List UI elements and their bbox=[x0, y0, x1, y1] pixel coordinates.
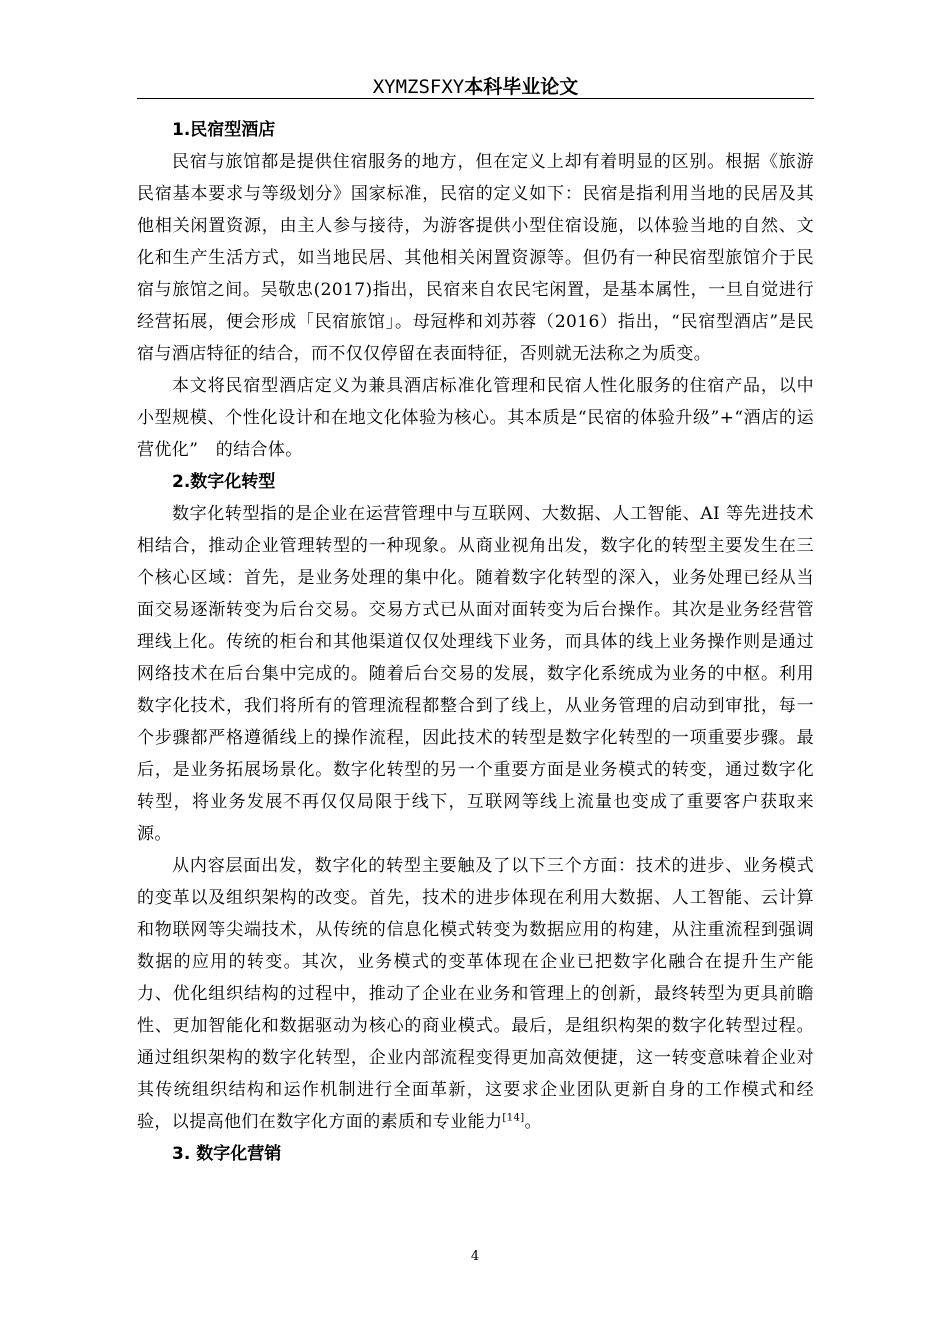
paragraph-end-punctuation: 。 bbox=[524, 1112, 542, 1132]
citation-reference: [14] bbox=[502, 1112, 525, 1124]
section-heading-digital-transformation: 2.数字化转型 bbox=[172, 472, 276, 492]
page-number: 4 bbox=[470, 1249, 480, 1264]
paragraph-digital-transformation-content-text: 从内容层面出发，数字化的转型主要触及了以下三个方面：技术的进步、业务模式的变革以及组织架构的改变。首先，技术的进步体现在利用大数据、人工智能、云计算和物联网等尖端技术，从传统的信息化模式转变为数据应用的构建，从注重流程到强调数据的应用的转变。其次，业务模式的变革体现在企业已把数字化融合在提升生产能力、优化组织结构的过程中，推动了企业在业务和管理上的创新，最终转型为更具前瞻性、更加智能化和数据驱动为核心的商业模式。最后，是组织构架的数字化转型过程。通过组织架构的数字化转型，企业内部流程变得更加高效便捷，这一转变意味着企业对其传统组织结构和运作机制进行全面革新，这要求企业团队更新自身的工作模式和经验，以提高他们在数字化方面的素质和专业能力 bbox=[137, 856, 814, 1132]
section-heading-digital-marketing: 3. 数字化营销 bbox=[172, 1144, 282, 1164]
paragraph-homestay-definition: 民宿与旅馆都是提供住宿服务的地方，但在定义上却有着明显的区别。根据《旅游民宿基本要求与等级划分》国家标准，民宿的定义如下：民宿是指利用当地的民居及其他相关闲置资源，由主人参与接待，为游客提供小型住宿设施，以体验当地的自然、文化和生产生活方式，如当地民居、其他相关闲置资源等。但仍有一种民宿型旅馆介于民宿与旅馆之间。吴敬忠(2017)指出，民宿来自农民宅闲置，是基本属性，一旦自觉进行经营拓展，便会形成「民宿旅馆」。母冠桦和刘苏蓉（2016）指出，“民宿型酒店”是民宿与酒店特征的结合，而不仅仅停留在表面特征，否则就无法称之为质变。 bbox=[137, 152, 814, 364]
header-title: 本科毕业论文 bbox=[464, 76, 579, 98]
paragraph-digital-transformation-content bbox=[137, 850, 814, 1138]
section-heading-homestay-hotel: 1.民宿型酒店 bbox=[172, 120, 276, 140]
header-code: XYMZSFXY bbox=[372, 76, 465, 98]
body-text bbox=[137, 114, 814, 1170]
header-divider bbox=[137, 98, 814, 99]
page-header bbox=[137, 74, 814, 98]
paragraph-homestay-hotel-definition: 本文将民宿型酒店定义为兼具酒店标准化管理和民宿人性化服务的住宿产品，以中小型规模、个性化设计和在地文化体验为核心。其本质是“民宿的体验升级”+“酒店的运营优化” 的结合体。 bbox=[137, 376, 814, 460]
paragraph-digital-transformation-definition: 数字化转型指的是企业在运营管理中与互联网、大数据、人工智能、AI 等先进技术相结合，推动企业管理转型的一种现象。从商业视角出发，数字化的转型主要发生在三个核心区域：首先，是业务处理的集中化。随着数字化转型的深入，业务处理已经从当面交易逐渐转变为后台交易。交易方式已从面对面转变为后台操作。其次是业务经营管理线上化。传统的柜台和其他渠道仅仅处理线下业务，而具体的线上业务操作则是通过网络技术在后台集中完成的。随着后台交易的发展，数字化系统成为业务的中枢。利用数字化技术，我们将所有的管理流程都整合到了线上，从业务管理的启动到审批，每一个步骤都严格遵循线上的操作流程，因此技术的转型是数字化转型的一项重要步骤。最后，是业务拓展场景化。数字化转型的另一个重要方面是业务模式的转变，通过数字化转型，将业务发展不再仅仅局限于线下，互联网等线上流量也变成了重要客户获取来源。 bbox=[137, 504, 814, 844]
